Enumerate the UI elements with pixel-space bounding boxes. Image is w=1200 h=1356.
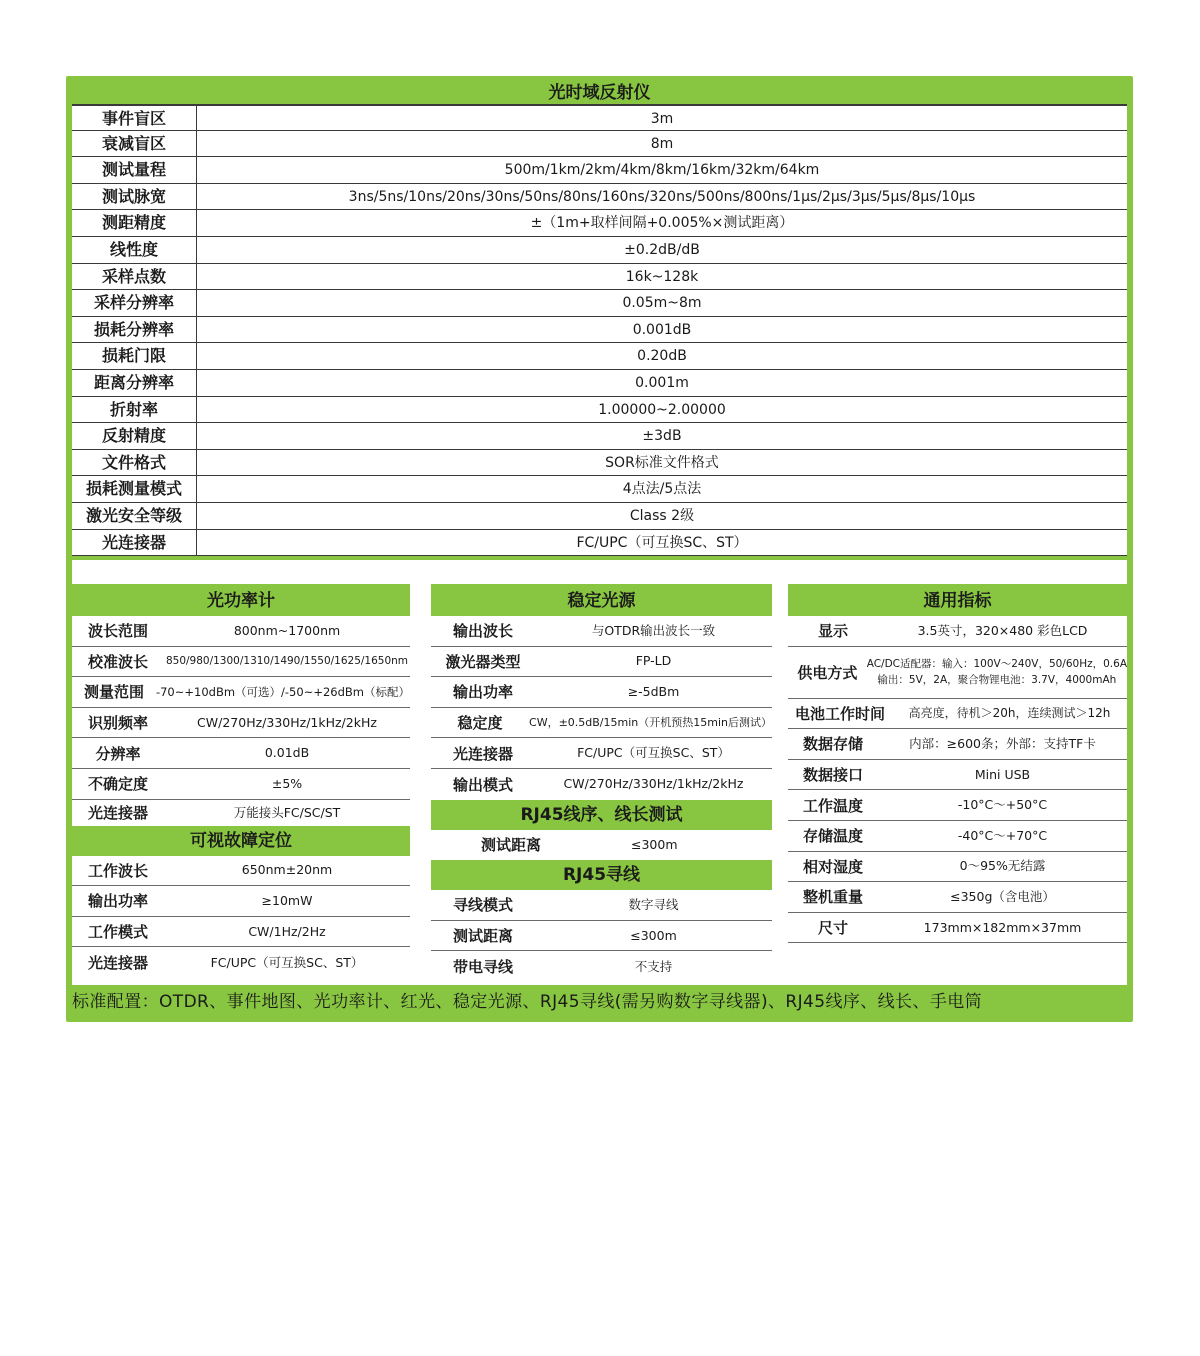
row-label: 尺寸 [817,919,848,938]
row-label: 折射率 [72,397,197,423]
table-row [788,821,1127,852]
row-value: 3ns/5ns/10ns/20ns/30ns/50ns/80ns/160ns/320ns/500ns/800ns/1μs/2μs/3μs/5μs/8μs/10μs [348,188,976,205]
row-value: 16k~128k [625,268,699,285]
row-label: 光连接器 [452,744,513,763]
table-row [72,677,410,708]
row-value: 4点法/5点法 [622,481,702,498]
row-label: 输出波长 [452,622,513,641]
middle-column [431,584,772,982]
row-label: 激光安全等级 [72,503,197,529]
table-row [72,290,1127,317]
table-row [72,647,410,678]
row-value: ≤300m [631,836,678,852]
row-label: 输出模式 [452,775,513,794]
otdr-table [72,80,1127,556]
row-label: 相对湿度 [802,857,863,876]
table-row [72,738,410,769]
row-value: ±5% [271,775,303,791]
row-value: ±0.2dB/dB [624,241,700,258]
table-row [72,131,1127,158]
row-label: 测量范围 [83,683,144,702]
table-row [788,616,1127,647]
row-value: 与OTDR输出波长一致 [591,622,716,638]
row-value: 0～95%无结露 [959,858,1046,874]
row-value: ≥10mW [261,892,313,908]
table-row [788,647,1127,699]
row-label: 寻线模式 [452,896,513,915]
row-value: ≤300m [630,927,677,943]
row-label: 识别频率 [87,714,148,733]
table-row [788,760,1127,791]
table-row [72,616,410,647]
row-value: 0.20dB [637,348,687,365]
row-label: 输出功率 [452,683,513,702]
table-row [788,729,1127,760]
row-value: CW/1Hz/2Hz [248,923,326,939]
general-title: 通用指标 [788,584,1127,616]
table-row [72,947,410,978]
table-row [72,800,410,826]
otdr-rows [72,104,1127,556]
row-value: -70~+10dBm（可选）/-50~+26dBm（标配） [155,684,410,699]
row-label: 反射精度 [72,423,197,449]
otdr-title: 光时域反射仪 [72,80,1127,104]
table-row [431,890,772,921]
row-value: 0.05m~8m [622,295,702,312]
row-value [867,656,1127,688]
table-row [788,790,1127,821]
row-value: 0.01dB [264,745,310,761]
row-value: 173mm×182mm×37mm [923,919,1082,935]
row-label: 分辨率 [95,744,141,763]
table-row [431,677,772,708]
row-value: FC/UPC（可互换SC、ST） [576,534,748,551]
table-row [72,530,1127,557]
row-label: 衰减盲区 [72,131,197,157]
row-value: 3.5英寸，320×480 彩色LCD [917,622,1088,638]
row-value: 内部：≥600条；外部：支持TF卡 [909,735,1096,751]
row-value: -40°C～+70°C [957,827,1048,843]
row-label: 光连接器 [72,530,197,556]
light-source-title: 稳定光源 [431,584,772,616]
row-label: 整机重量 [802,888,863,907]
row-value: ±3dB [642,428,682,445]
table-row [72,397,1127,424]
power-input-line: AC/DC适配器：输入：100V～240V，50/60Hz，0.6A [866,658,1127,671]
row-value: 500m/1km/2km/4km/8km/16km/32km/64km [504,162,820,179]
row-value: 8m [650,135,674,152]
row-label: 测试脉宽 [72,184,197,210]
table-row [72,769,410,800]
row-value: 万能接头FC/SC/ST [233,804,341,820]
row-value: CW，±0.5dB/15min（开机预热15min后测试） [529,715,772,729]
row-value: CW/270Hz/330Hz/1kHz/2kHz [197,714,377,730]
row-value: 数字寻线 [628,896,679,912]
table-row [72,476,1127,503]
row-label: 输出功率 [87,892,148,911]
row-label: 带电寻线 [452,958,513,977]
row-label: 采样分辨率 [72,290,197,316]
table-row [72,708,410,739]
row-value: ±（1m+取样间隔+0.005%×测试距离） [530,215,794,232]
row-label: 采样点数 [72,264,197,290]
row-value: 1.00000~2.00000 [598,401,726,418]
table-row [72,343,1127,370]
row-value: FP-LD [635,653,672,669]
row-label: 测试距离 [452,927,513,946]
row-value: 不支持 [634,958,673,974]
row-label: 测距精度 [72,210,197,236]
table-row [788,882,1127,913]
row-label: 测试距离 [480,836,541,855]
table-row [72,264,1127,291]
table-row [431,769,772,800]
row-value: 850/980/1300/1310/1490/1550/1625/1650nm [165,655,409,668]
row-label: 工作温度 [802,796,863,815]
row-label: 测试量程 [72,157,197,183]
row-label: 数据接口 [802,766,863,785]
table-row [788,913,1127,944]
spec-sheet [66,76,1133,1022]
row-label: 波长范围 [87,622,148,641]
table-row [72,104,1127,131]
table-row [431,738,772,769]
power-output-line: 输出：5V，2A，聚合物锂电池：3.7V，4000mAh [877,674,1117,687]
row-label: 工作波长 [87,861,148,880]
row-value: 0.001m [635,374,689,391]
row-label: 数据存储 [802,735,863,754]
row-label: 光连接器 [87,954,148,973]
table-row [72,184,1127,211]
row-label: 供电方式 [797,663,858,682]
row-label: 线性度 [72,237,197,263]
row-label: 稳定度 [457,714,503,733]
row-label: 损耗测量模式 [72,476,197,502]
table-row [788,852,1127,883]
row-value: -10°C～+50°C [957,797,1048,813]
table-row [72,886,410,917]
table-row [788,699,1127,730]
table-row [72,237,1127,264]
row-value: 3m [650,111,674,127]
table-row [431,647,772,678]
row-value: FC/UPC（可互换SC、ST） [210,954,364,970]
right-column [788,584,1127,943]
row-value: Mini USB [974,766,1031,782]
table-row [431,616,772,647]
row-label: 校准波长 [87,652,148,671]
table-row [72,157,1127,184]
table-row [431,830,772,861]
row-label: 显示 [817,622,848,641]
table-row [72,450,1127,477]
row-value: 0.001dB [632,321,692,338]
row-label: 距离分辨率 [72,370,197,396]
row-label: 事件盲区 [72,106,197,130]
row-label: 损耗分辨率 [72,317,197,343]
row-label: 不确定度 [87,775,148,794]
rj45-sequence-title: RJ45线序、线长测试 [431,800,772,830]
vfl-title: 可视故障定位 [72,826,410,856]
row-label: 文件格式 [72,450,197,476]
table-row [72,503,1127,530]
row-label: 激光器类型 [445,652,521,671]
row-label: 损耗门限 [72,343,197,369]
left-column [72,584,410,978]
row-label: 电池工作时间 [794,704,885,723]
row-label: 存储温度 [802,827,863,846]
row-value: 650nm±20nm [241,862,333,878]
table-row [72,423,1127,450]
row-value: 高亮度，待机＞20h，连续测试＞12h [908,706,1111,721]
row-value: ≤350g（含电池） [950,888,1055,904]
table-row [72,210,1127,237]
lower-sections [72,584,1127,985]
table-row [72,317,1127,344]
power-meter-title: 光功率计 [72,584,410,616]
row-value: CW/270Hz/330Hz/1kHz/2kHz [563,776,744,792]
table-row [72,856,410,887]
row-value: Class 2级 [629,507,695,524]
table-row [72,917,410,948]
table-row [431,708,772,739]
row-value: ≥-5dBm [627,683,680,699]
standard-config-note: 标准配置：OTDR、事件地图、光功率计、红光、稳定光源、RJ45寻线(需另购数字寻线器)、RJ45线序、线长、手电筒 [72,992,983,1012]
table-row [431,921,772,952]
row-value: FC/UPC（可互换SC、ST） [577,745,730,761]
row-label: 工作模式 [87,923,148,942]
row-label: 光连接器 [87,804,148,823]
row-value: 800nm~1700nm [233,622,341,638]
row-value: SOR标准文件格式 [605,454,719,471]
table-row [72,370,1127,397]
table-row [431,951,772,982]
rj45-trace-title: RJ45寻线 [431,860,772,890]
section-gap [72,560,1127,584]
